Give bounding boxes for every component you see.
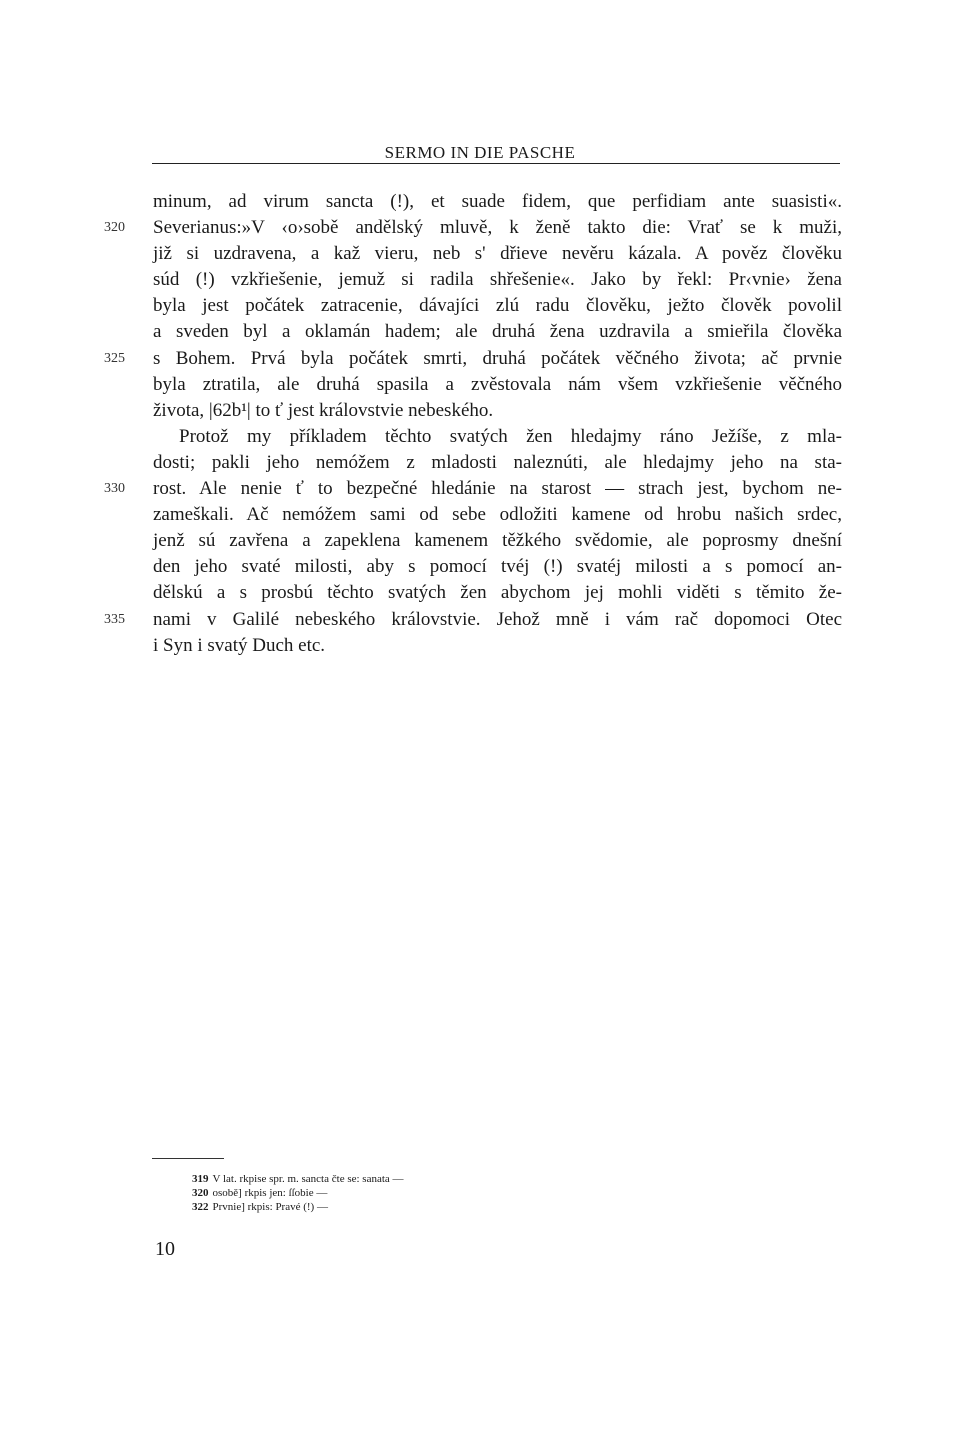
text-line — [153, 554, 842, 580]
line-text: jenž sú zavřena a zapeklena kamenem těžkého svědomie, ale poprosmy dnešní — [153, 530, 842, 552]
text-line — [153, 450, 842, 476]
text-line — [104, 607, 842, 633]
text-line — [153, 267, 842, 293]
text-line — [153, 241, 842, 267]
line-number: 335 — [104, 611, 125, 627]
line-text: již si uzdravena, a kaž vieru, neb s' dřieve nevěru kázala. A pověz člověku — [153, 243, 842, 265]
line-text: byla jest počátek zatracenie, dávajíci zlú radu člověku, ježto člověk povolil — [153, 295, 842, 317]
text-line — [153, 398, 842, 424]
line-text: byla ztratila, ale druhá spasila a zvěstovala nám všem vzkřiešenie věčného — [153, 373, 842, 395]
footnote-text: Prvnie] rkpis: Pravé (!) — — [212, 1201, 328, 1213]
line-text: i Syn i svatý Duch etc. — [153, 634, 326, 656]
main-text — [104, 189, 842, 659]
header-rule — [152, 163, 840, 164]
text-line — [153, 633, 842, 659]
footnotes — [192, 1172, 592, 1214]
line-text: dosti; pakli jeho nemóžem z mladosti naleznúti, ale hledajmy jeho na sta- — [153, 451, 842, 473]
line-text: Severianus:»V ‹o›sobě andělský mluvě, k ženě takto die: Vrať se k muži, — [153, 217, 842, 239]
text-line — [153, 293, 842, 319]
line-text: života, |62b¹| to ť jest královstvie nebeského. — [153, 399, 494, 421]
line-text: s Bohem. Prvá byla počátek smrti, druhá počátek věčného života; ač prvnie — [153, 347, 842, 369]
footnote-number: 322 — [192, 1201, 209, 1213]
running-head: SERMO IN DIE PASCHE — [384, 143, 576, 162]
text-line — [104, 346, 842, 372]
line-text: zameškali. Ač nemóžem sami od sebe odložiti kamene od hrobu našich srdec, — [153, 504, 842, 526]
line-text: dělskú a s prosbú těchto svatých žen abychom jej mohli viděti s těmito že- — [153, 582, 842, 604]
text-line — [153, 189, 842, 215]
footnote-text: V lat. rkpise spr. m. sancta čte se: sanata — — [212, 1173, 404, 1185]
footnote-number: 319 — [192, 1173, 209, 1185]
line-text: den jeho svaté milosti, aby s pomocí tvéj (!) svatéj milosti a s pomocí an- — [153, 556, 842, 578]
footnote-number: 320 — [192, 1187, 209, 1199]
page-number: 10 — [155, 1238, 175, 1260]
footnote — [192, 1172, 592, 1186]
text-line — [153, 528, 842, 554]
line-text: rost. Ale nenie ť to bezpečné hledánie na starost — strach jest, bychom ne- — [153, 478, 842, 500]
text-line — [153, 424, 842, 450]
footnote — [192, 1200, 592, 1214]
text-line — [153, 319, 842, 345]
text-line — [104, 476, 842, 502]
footnote — [192, 1186, 592, 1200]
line-number: 320 — [104, 220, 125, 236]
text-line — [153, 502, 842, 528]
text-line — [153, 372, 842, 398]
line-text: minum, ad virum sancta (!), et suade fidem, que perfidiam ante suasisti«. — [153, 191, 842, 212]
footnote-text: osobě] rkpis jen: ſſobie — — [212, 1187, 328, 1199]
footnote-rule — [152, 1158, 224, 1159]
line-text: nami v Galilé nebeského královstvie. Jehož mně i vám rač dopomoci Otec — [153, 608, 842, 630]
line-number: 330 — [104, 481, 125, 497]
line-text: Protož my příkladem těchto svatých žen hledajmy ráno Ježíše, z mla- — [179, 425, 842, 447]
line-number: 325 — [104, 350, 125, 366]
text-line — [104, 215, 842, 241]
text-line — [153, 580, 842, 606]
line-text: súd (!) vzkřiešenie, jemuž si radila shřešenie«. Jako by řekl: Pr‹vnie› žena — [153, 269, 842, 291]
line-text: a sveden byl a oklamán hadem; ale druhá žena uzdravila a smieřila člověka — [153, 321, 842, 343]
